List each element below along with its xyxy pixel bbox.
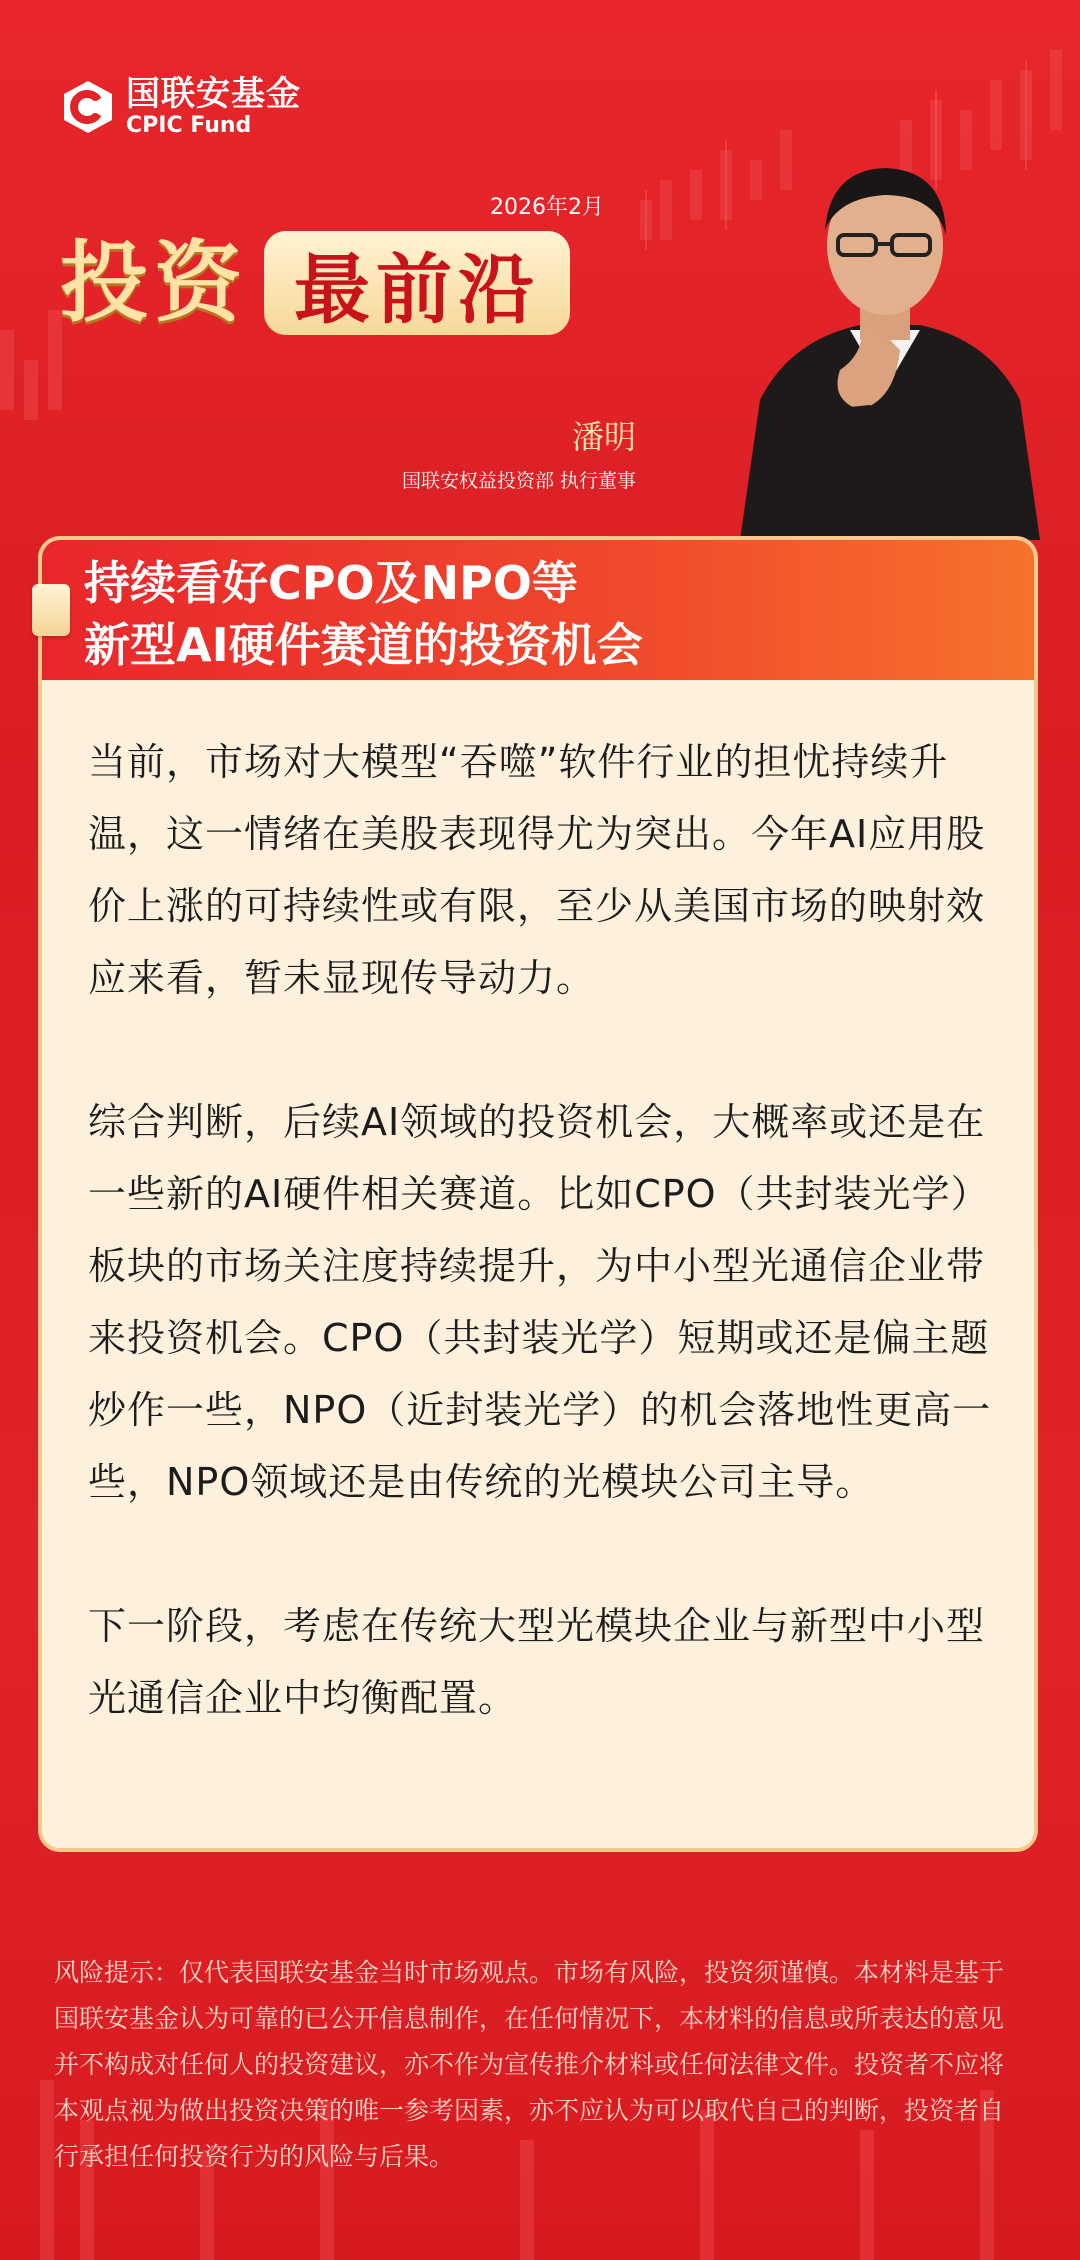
body-paragraph-1: 当前，市场对大模型“吞噬”软件行业的担忧持续升温，这一情绪在美股表现得尤为突出。今年AI应用股价上涨的可持续性或有限，至少从美国市场的映射效应来看，暂未显现传导动力。 [88, 740, 986, 1000]
brand-name-cn: 国联安基金 [126, 74, 301, 114]
presenter-name: 潘明 [571, 418, 636, 456]
title-part2: 最前沿 [264, 231, 570, 335]
presenter-position: 国联安权益投资部 执行董事 [401, 470, 636, 492]
page-title [60, 228, 570, 338]
issue-date: 2026年2月 [490, 195, 604, 220]
body-paragraph-3: 下一阶段，考虑在传统大型光模块企业与新型中小型光通信企业中均衡配置。 [88, 1604, 986, 1720]
body-paragraph-2: 综合判断，后续AI领域的投资机会，大概率或还是在一些新的AI硬件相关赛道。比如CPO（共封装光学）板块的市场关注度持续提升，为中小型光通信企业带来投资机会。CPO（共封装光学）短期或还是偏主题炒作一些，NPO（近封装光学）的机会落地性更高一些，NPO领域还是由传统的光模块公司主导。 [88, 1100, 992, 1504]
headline-line2: 新型AI硬件赛道的投资机会 [84, 618, 643, 672]
article-headline [84, 552, 643, 676]
cpic-hexagon-logo-icon [60, 79, 116, 135]
presenter-portrait [720, 150, 1050, 540]
brand-name-en: CPIC Fund [126, 113, 252, 138]
headline-tab-decoration [32, 584, 70, 636]
article-body [88, 726, 992, 1806]
article-card [38, 536, 1038, 1852]
card-header [42, 540, 1034, 680]
brand-logo [60, 75, 301, 139]
headline-line1: 持续看好CPO及NPO等 [84, 556, 578, 610]
title-part1: 投资 [60, 231, 249, 334]
risk-disclaimer: 风险提示：仅代表国联安基金当时市场观点。市场有风险，投资须谨慎。本材料是基于国联安基金认为可靠的已公开信息制作，在任何情况下，本材料的信息或所表达的意见并不构成对任何人的投资建议，亦不作为宣传推介材料或任何法律文件。投资者不应将本观点视为做出投资决策的唯一参考因素，亦不应认为可以取代自己的判断，投资者自行承担任何投资行为的风险与后果。 [54, 1958, 1005, 2171]
